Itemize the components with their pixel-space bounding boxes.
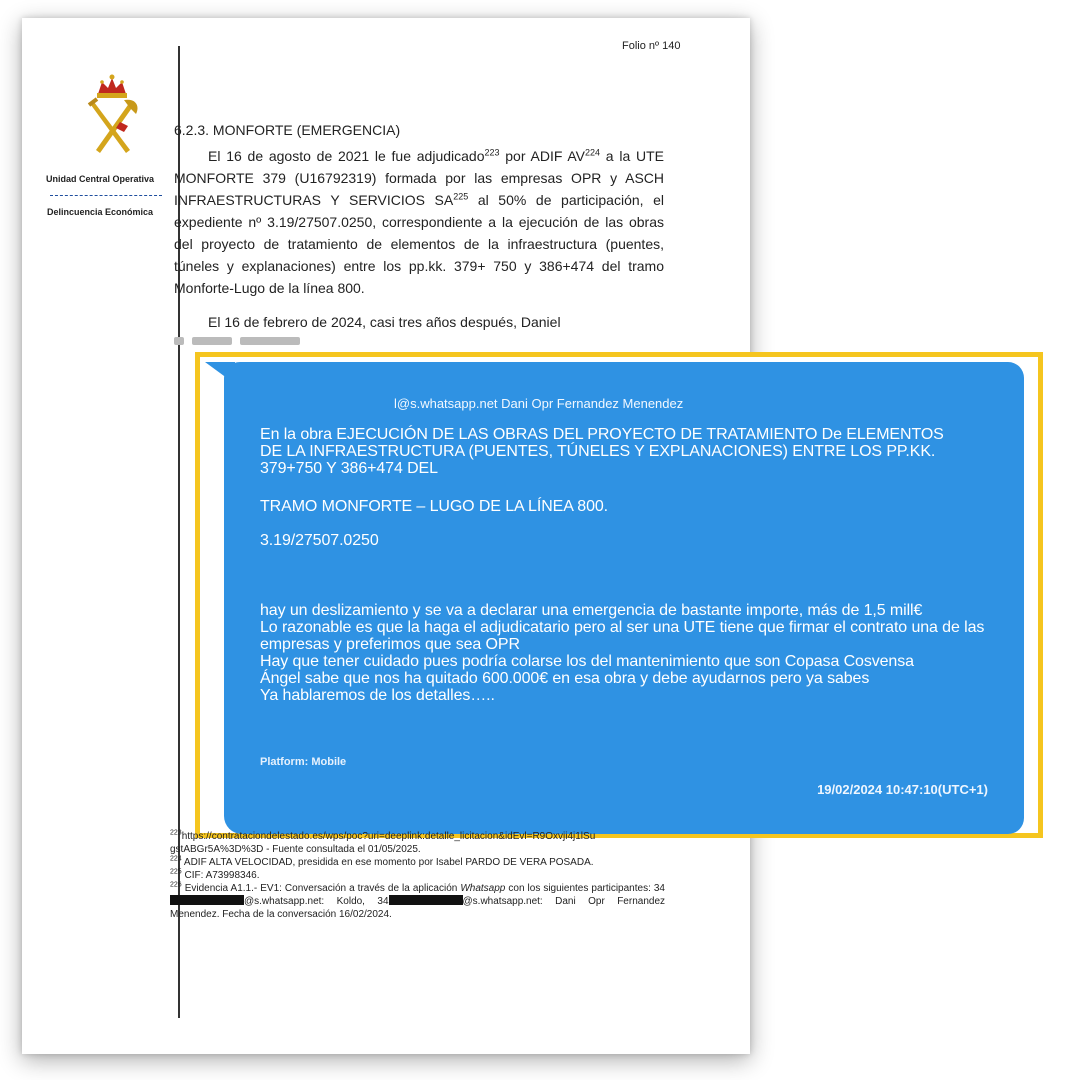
message-timestamp: 19/02/2024 10:47:10(UTC+1): [817, 782, 988, 797]
message-body: [260, 602, 1000, 704]
message-line-deslizamiento: hay un deslizamiento y se va a declarar una emergencia de bastante importe, más de 1,5 mill€: [260, 602, 923, 619]
footnote-225: $^{225}$ CIF: A73998346.: [170, 868, 260, 881]
footnote-224: $^{224}$ ADIF ALTA VELOCIDAD, presidida en ese momento por Isabel PARDO DE VERA POSADA.: [170, 855, 594, 868]
footnote-ref-224: 224: [585, 147, 601, 158]
paragraph-2: El 16 de febrero de 2024, casi tres años después, Daniel: [208, 314, 561, 330]
message-line-obra: En la obra EJECUCIÓN DE LAS OBRAS DEL PROYECTO DE TRATAMIENTO De ELEMENTOS DE LA INFRAESTRUCTURA (PUENTES, TÚNELES Y EXPLANACIONES) ENTRE LOS PP.KK. 379+750 Y 386+474 DEL: [260, 426, 944, 477]
unit-name: Unidad Central Operativa: [45, 174, 155, 184]
footnote-226: $^{226}$ Evidencia A1.1.- EV1: Conversación a través de la aplicación Whatsapp con los siguientes participantes: 34@s.whatsapp.net: Koldo, 34 @s.whatsapp.net: Dani Opr Fernandez Menendez. Fecha de la conversación 16/02/2024.: [170, 881, 666, 920]
message-line-cuidado: Hay que tener cuidado pues podría colarse los del mantenimiento que son Copasa Cosvensa: [260, 653, 914, 670]
message-line-expediente: 3.19/27507.0250: [260, 532, 379, 549]
obscured-text-line: [174, 332, 664, 344]
redaction-bar: [170, 895, 244, 905]
message-line-detalles: Ya hablaremos de los detalles…..: [260, 687, 495, 704]
section-heading: 6.2.3. MONFORTE (EMERGENCIA): [174, 122, 401, 138]
whatsapp-message-bubble: [224, 362, 1024, 834]
message-line-tramo: TRAMO MONFORTE – LUGO DE LA LÍNEA 800.: [260, 498, 609, 515]
footnote-ref-225: 225: [453, 191, 469, 202]
message-platform: Platform: Mobile: [260, 756, 347, 768]
footnotes: [170, 830, 665, 921]
folio-number: Folio nº 140: [622, 40, 681, 52]
paragraph-1: El 16 de agosto de 2021 le fue adjudicado$^{223}$ por ADIF AV$^{224}$ a la UTE MONFORTE 379 (U16792319) formada por las empresas OPR y ASCH INFRAESTRUCTURAS Y SERVICIOS SA$^{225}$ al 50% de participación, el expediente nº 3.19/27507.0250, correspondiente a la ejecución de las obras del proyecto de tratamiento de elementos de la infraestructura (puentes, túneles y explanaciones) entre los pp.kk. 379+ 750 y 386+474 del tramo Monforte-Lugo de la línea 800.: [174, 147, 665, 296]
unit-divider: [50, 195, 162, 196]
redaction-bar: [389, 895, 463, 905]
message-sender: l@s.whatsapp.net Dani Opr Fernandez Menendez: [394, 396, 684, 411]
message-line-razonable: Lo razonable es que la haga el adjudicatario pero al ser una UTE tiene que firmar el contrato una de las empresas y preferimos que sea OPR: [260, 619, 985, 653]
unit-department: Delincuencia Económica: [46, 207, 154, 217]
message-line-angel: Ángel sabe que nos ha quitado 600.000€ en esa obra y debe ayudarnos pero ya sabes: [260, 670, 870, 687]
footnote-ref-223: 223: [484, 147, 500, 158]
guardia-civil-emblem-icon: [80, 72, 144, 158]
footnote-223: $^{223}$https://contrataciondelestado.es/wps/poc?uri=deeplink:detalle_licitacion&idEvl=R9Oxvji4j1lSu gstABGr5A%3D%3D - Fuente consultada el 01/05/2025.: [170, 829, 596, 855]
